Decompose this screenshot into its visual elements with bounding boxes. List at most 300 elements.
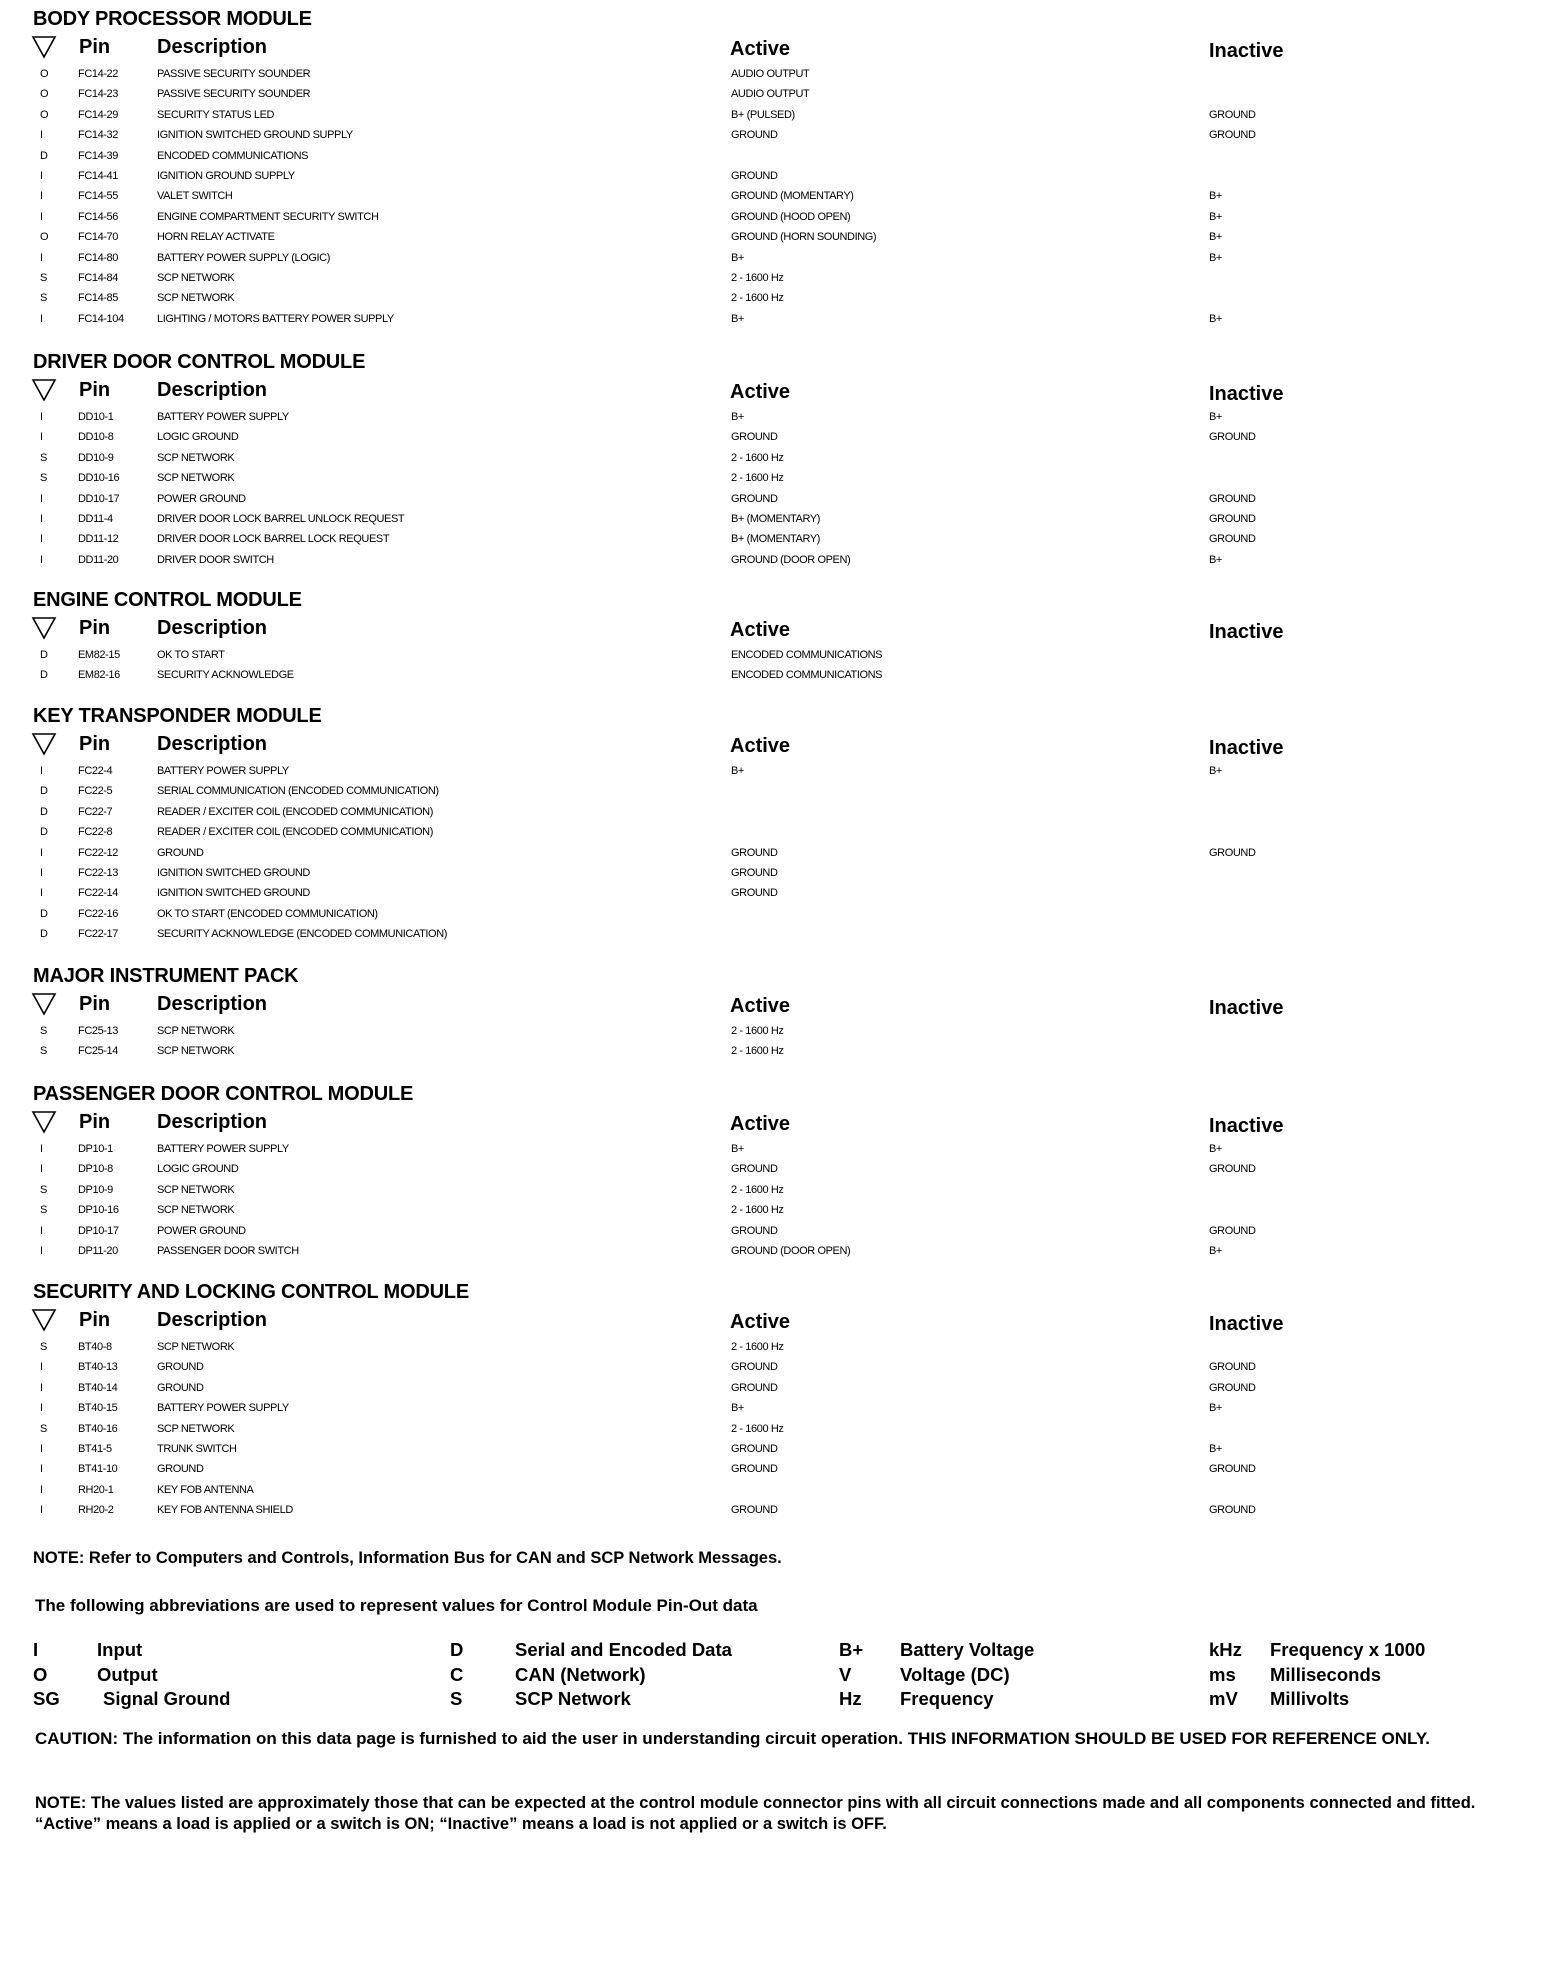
abbreviation-meaning: Output <box>97 1664 158 1685</box>
active-value-cell: GROUND <box>731 129 778 142</box>
active-value-cell: AUDIO OUTPUT <box>731 88 810 101</box>
description-cell: OK TO START (ENCODED COMMUNICATION) <box>157 907 378 920</box>
abbreviation-key: SG <box>33 1688 60 1709</box>
module-title: SECURITY AND LOCKING CONTROL MODULE <box>33 1281 469 1303</box>
signal-type-cell: D <box>40 805 48 818</box>
signal-type-cell: O <box>40 88 49 101</box>
inactive-value-cell: GROUND <box>1209 1381 1256 1394</box>
pin-column-header: Pin <box>79 1309 111 1331</box>
signal-type-cell: D <box>40 149 48 162</box>
signal-type-cell: I <box>40 1361 43 1374</box>
description-cell: IGNITION SWITCHED GROUND SUPPLY <box>157 129 353 142</box>
pin-cell: FC22-7 <box>78 805 113 818</box>
pin-cell: DD11-4 <box>78 512 113 525</box>
active-value-cell: 2 - 1600 Hz <box>731 472 784 485</box>
inactive-value-cell: GROUND <box>1209 533 1256 546</box>
active-value-cell: GROUND <box>731 1224 778 1237</box>
table-row <box>0 1379 1568 1399</box>
description-cell: POWER GROUND <box>157 492 246 505</box>
active-value-cell: GROUND <box>731 1361 778 1374</box>
signal-type-cell: I <box>40 866 43 879</box>
active-value-cell: 2 - 1600 Hz <box>731 451 784 464</box>
table-row <box>0 551 1568 571</box>
pin-cell: BT40-8 <box>78 1341 112 1353</box>
table-row <box>0 269 1568 289</box>
description-cell: PASSIVE SECURITY SOUNDER <box>157 88 311 101</box>
signal-type-cell: I <box>40 1504 43 1517</box>
description-cell: SCP NETWORK <box>157 1422 235 1435</box>
abbreviation-key: B+ <box>839 1639 864 1660</box>
table-row <box>0 1460 1568 1480</box>
signal-type-cell: S <box>40 472 47 485</box>
signal-type-cell: I <box>40 312 43 325</box>
active-value-cell: GROUND <box>731 1504 778 1517</box>
table-row <box>0 530 1568 550</box>
description-cell: GROUND <box>157 1463 204 1476</box>
column-header-row <box>0 36 1568 62</box>
abbreviation-key: O <box>33 1664 48 1685</box>
table-row <box>0 106 1568 126</box>
pin-cell: FC14-84 <box>78 271 118 284</box>
pin-cell: FC25-14 <box>78 1045 118 1058</box>
signal-type-cell: I <box>40 1402 43 1415</box>
table-row <box>0 228 1568 248</box>
abbreviation-meaning: Millivolts <box>1270 1688 1350 1709</box>
inactive-value-cell: B+ <box>1209 1143 1222 1155</box>
description-cell: READER / EXCITER COIL (ENCODED COMMUNICATION) <box>157 805 433 818</box>
signal-type-cell: S <box>40 1422 47 1435</box>
description-cell: BATTERY POWER SUPPLY <box>157 765 289 777</box>
pin-cell: FC14-23 <box>78 88 118 101</box>
table-row <box>0 905 1568 925</box>
table-row <box>0 1358 1568 1378</box>
inactive-value-cell: GROUND <box>1209 512 1256 525</box>
inactive-value-cell: GROUND <box>1209 492 1256 505</box>
table-row <box>0 147 1568 167</box>
inactive-value-cell: B+ <box>1209 312 1222 325</box>
signal-type-cell: S <box>40 1045 47 1058</box>
active-value-cell: GROUND <box>731 1442 778 1455</box>
active-value-cell: GROUND (HOOD OPEN) <box>731 210 851 223</box>
pin-cell: FC22-13 <box>78 866 118 879</box>
description-cell: SERIAL COMMUNICATION (ENCODED COMMUNICATION) <box>157 785 439 798</box>
active-value-cell: 2 - 1600 Hz <box>731 1204 784 1217</box>
inactive-column-header: Inactive <box>1209 997 1284 1019</box>
pin-cell: FC22-4 <box>78 765 113 777</box>
description-column-header: Description <box>157 993 268 1015</box>
direction-triangle-icon <box>31 35 57 59</box>
active-value-cell: GROUND <box>731 1463 778 1476</box>
signal-type-cell: O <box>40 68 49 80</box>
inactive-value-cell: B+ <box>1209 411 1222 423</box>
pin-column-header: Pin <box>79 617 111 639</box>
description-cell: SCP NETWORK <box>157 1025 235 1037</box>
pin-column-header: Pin <box>79 993 111 1015</box>
abbreviation-key: S <box>450 1688 463 1709</box>
active-column-header: Active <box>730 1113 791 1135</box>
pin-column-header: Pin <box>79 36 111 58</box>
pin-cell: DD10-17 <box>78 492 120 505</box>
abbreviation-key: V <box>839 1664 852 1685</box>
table-row <box>0 1022 1568 1042</box>
table-row <box>0 1042 1568 1062</box>
table-row <box>0 803 1568 823</box>
description-cell: SCP NETWORK <box>157 472 235 485</box>
direction-triangle-icon <box>31 1110 57 1134</box>
table-row <box>0 782 1568 802</box>
signal-type-cell: D <box>40 785 48 798</box>
description-cell: SCP NETWORK <box>157 1183 235 1196</box>
active-value-cell: GROUND (HORN SOUNDING) <box>731 231 877 244</box>
direction-triangle-icon <box>31 732 57 756</box>
pin-cell: FC25-13 <box>78 1025 118 1037</box>
description-cell: SCP NETWORK <box>157 451 235 464</box>
signal-type-cell: D <box>40 907 48 920</box>
table-row <box>0 1140 1568 1160</box>
pin-cell: FC14-104 <box>78 312 124 325</box>
description-column-header: Description <box>157 1309 268 1331</box>
table-row <box>0 1181 1568 1201</box>
pin-cell: DD11-20 <box>78 553 119 566</box>
table-row <box>0 85 1568 105</box>
description-cell: IGNITION SWITCHED GROUND <box>157 887 310 900</box>
inactive-value-cell: GROUND <box>1209 1163 1256 1176</box>
description-cell: BATTERY POWER SUPPLY <box>157 411 289 423</box>
pin-cell: RH20-1 <box>78 1483 114 1496</box>
abbreviation-meaning: SCP Network <box>515 1688 631 1709</box>
pin-table <box>0 65 1568 330</box>
abbreviation-key: Hz <box>839 1688 862 1709</box>
pin-cell: EM82-16 <box>78 669 120 682</box>
table-row <box>0 1222 1568 1242</box>
active-column-header: Active <box>730 1311 791 1333</box>
inactive-column-header: Inactive <box>1209 383 1284 405</box>
description-cell: SCP NETWORK <box>157 1341 235 1353</box>
active-value-cell: 2 - 1600 Hz <box>731 1045 784 1058</box>
pin-column-header: Pin <box>79 1111 111 1133</box>
description-cell: KEY FOB ANTENNA <box>157 1483 254 1496</box>
description-cell: GROUND <box>157 1361 204 1374</box>
inactive-column-header: Inactive <box>1209 40 1284 62</box>
description-cell: GROUND <box>157 846 204 859</box>
abbreviation-meaning: Frequency <box>900 1688 994 1709</box>
signal-type-cell: I <box>40 210 43 223</box>
signal-type-cell: S <box>40 292 47 305</box>
description-column-header: Description <box>157 733 268 755</box>
module-title: DRIVER DOOR CONTROL MODULE <box>33 351 366 373</box>
inactive-column-header: Inactive <box>1209 1115 1284 1137</box>
signal-type-cell: I <box>40 1463 43 1476</box>
active-value-cell: B+ (MOMENTARY) <box>731 533 821 546</box>
direction-triangle-icon <box>31 616 57 640</box>
active-value-cell: 2 - 1600 Hz <box>731 1025 784 1037</box>
inactive-value-cell: B+ <box>1209 231 1222 244</box>
pin-cell: BT41-5 <box>78 1442 112 1455</box>
inactive-value-cell: B+ <box>1209 1244 1222 1257</box>
column-header-row <box>0 617 1568 643</box>
description-cell: SCP NETWORK <box>157 271 235 284</box>
description-cell: VALET SWITCH <box>157 190 233 203</box>
signal-type-cell: S <box>40 1183 47 1196</box>
inactive-value-cell: GROUND <box>1209 431 1256 444</box>
pin-cell: FC14-41 <box>78 169 118 182</box>
pin-cell: FC22-12 <box>78 846 118 859</box>
pin-cell: RH20-2 <box>78 1504 114 1517</box>
active-value-cell: GROUND <box>731 169 778 182</box>
table-row <box>0 1201 1568 1221</box>
description-cell: SCP NETWORK <box>157 1045 235 1058</box>
active-value-cell: B+ (MOMENTARY) <box>731 512 821 525</box>
pin-cell: DD10-9 <box>78 451 114 464</box>
pin-cell: BT40-16 <box>78 1422 118 1435</box>
active-value-cell: GROUND <box>731 1163 778 1176</box>
table-row <box>0 666 1568 686</box>
description-cell: READER / EXCITER COIL (ENCODED COMMUNICATION) <box>157 826 433 839</box>
description-cell: DRIVER DOOR SWITCH <box>157 553 274 566</box>
pin-table <box>0 646 1568 687</box>
abbreviation-meaning: Milliseconds <box>1270 1664 1382 1685</box>
inactive-value-cell: GROUND <box>1209 846 1256 859</box>
signal-type-cell: I <box>40 887 43 900</box>
active-value-cell: B+ <box>731 312 744 325</box>
pin-table <box>0 1022 1568 1063</box>
description-cell: LOGIC GROUND <box>157 1163 239 1176</box>
active-value-cell: ENCODED COMMUNICATIONS <box>731 649 883 661</box>
inactive-value-cell: B+ <box>1209 1402 1222 1415</box>
description-cell: SCP NETWORK <box>157 292 235 305</box>
description-column-header: Description <box>157 36 268 58</box>
description-cell: ENGINE COMPARTMENT SECURITY SWITCH <box>157 210 379 223</box>
module-title: ENGINE CONTROL MODULE <box>33 589 302 611</box>
table-row <box>0 646 1568 666</box>
description-cell: IGNITION SWITCHED GROUND <box>157 866 310 879</box>
pin-cell: DD10-16 <box>78 472 120 485</box>
abbreviation-meaning: Serial and Encoded Data <box>515 1639 732 1660</box>
active-column-header: Active <box>730 995 791 1017</box>
abbreviation-meaning: Voltage (DC) <box>900 1664 1010 1685</box>
signal-type-cell: S <box>40 271 47 284</box>
pin-column-header: Pin <box>79 733 111 755</box>
signal-type-cell: I <box>40 1143 43 1155</box>
module-title: PASSENGER DOOR CONTROL MODULE <box>33 1083 414 1105</box>
pin-cell: FC14-39 <box>78 149 118 162</box>
pin-cell: FC14-85 <box>78 292 118 305</box>
pin-cell: FC14-70 <box>78 231 118 244</box>
pin-cell: FC22-8 <box>78 826 113 839</box>
pin-cell: EM82-15 <box>78 649 120 661</box>
signal-type-cell: O <box>40 108 49 121</box>
active-value-cell: 2 - 1600 Hz <box>731 1422 784 1435</box>
abbreviation-meaning: CAN (Network) <box>515 1664 646 1685</box>
abbreviation-meaning: Signal Ground <box>103 1688 231 1709</box>
description-cell: ENCODED COMMUNICATIONS <box>157 149 309 162</box>
signal-type-cell: I <box>40 411 43 423</box>
signal-type-cell: I <box>40 846 43 859</box>
signal-type-cell: I <box>40 1224 43 1237</box>
active-value-cell: 2 - 1600 Hz <box>731 1341 784 1353</box>
description-cell: HORN RELAY ACTIVATE <box>157 231 275 244</box>
caution-note: CAUTION: The information on this data page is furnished to aid the user in understanding circuit operation. THIS INFORMATION SHOULD BE USED FOR REFERENCE ONLY. <box>35 1729 1431 1748</box>
inactive-value-cell: B+ <box>1209 251 1222 264</box>
inactive-value-cell: GROUND <box>1209 1463 1256 1476</box>
pin-cell: FC14-56 <box>78 210 118 223</box>
column-header-row <box>0 1309 1568 1335</box>
description-cell: DRIVER DOOR LOCK BARREL UNLOCK REQUEST <box>157 512 405 525</box>
abbreviation-key: mV <box>1209 1688 1238 1709</box>
table-row <box>0 762 1568 782</box>
direction-triangle-icon <box>31 1308 57 1332</box>
pin-cell: DP10-8 <box>78 1163 113 1176</box>
active-value-cell: GROUND (MOMENTARY) <box>731 190 854 203</box>
pin-cell: BT40-13 <box>78 1361 118 1374</box>
active-value-cell: B+ <box>731 1402 744 1415</box>
pin-cell: DD10-1 <box>78 411 114 423</box>
abbreviation-key: kHz <box>1209 1639 1242 1660</box>
signal-type-cell: I <box>40 1442 43 1455</box>
pin-cell: FC14-22 <box>78 68 118 80</box>
pin-cell: DP10-9 <box>78 1183 113 1196</box>
signal-type-cell: S <box>40 1025 47 1037</box>
description-cell: POWER GROUND <box>157 1224 246 1237</box>
direction-triangle-icon <box>31 378 57 402</box>
active-value-cell: GROUND <box>731 846 778 859</box>
description-cell: SCP NETWORK <box>157 1204 235 1217</box>
pin-cell: FC14-80 <box>78 251 118 264</box>
table-row <box>0 864 1568 884</box>
table-row <box>0 884 1568 904</box>
inactive-value-cell: GROUND <box>1209 1361 1256 1374</box>
table-row <box>0 469 1568 489</box>
signal-type-cell: D <box>40 669 48 682</box>
description-cell: LOGIC GROUND <box>157 431 239 444</box>
inactive-column-header: Inactive <box>1209 621 1284 643</box>
pin-cell: BT40-14 <box>78 1381 118 1394</box>
column-header-row <box>0 379 1568 405</box>
module-title: KEY TRANSPONDER MODULE <box>33 705 322 727</box>
signal-type-cell: I <box>40 1381 43 1394</box>
description-cell: BATTERY POWER SUPPLY <box>157 1402 289 1415</box>
pin-cell: FC14-55 <box>78 190 118 203</box>
inactive-value-cell: B+ <box>1209 765 1222 777</box>
inactive-column-header: Inactive <box>1209 1313 1284 1335</box>
abbreviation-meaning: Frequency x 1000 <box>1270 1639 1426 1660</box>
pin-cell: DP11-20 <box>78 1244 118 1257</box>
active-value-cell: B+ <box>731 1143 744 1155</box>
signal-type-cell: I <box>40 1244 43 1257</box>
signal-type-cell: I <box>40 512 43 525</box>
module-title: MAJOR INSTRUMENT PACK <box>33 965 299 987</box>
description-column-header: Description <box>157 1111 268 1133</box>
description-cell: TRUNK SWITCH <box>157 1442 237 1455</box>
pin-cell: FC22-17 <box>78 928 118 941</box>
table-row <box>0 65 1568 85</box>
table-row <box>0 925 1568 945</box>
table-row <box>0 428 1568 448</box>
description-cell: PASSIVE SECURITY SOUNDER <box>157 68 311 80</box>
pin-table <box>0 408 1568 571</box>
signal-type-cell: S <box>40 451 47 464</box>
inactive-value-cell: B+ <box>1209 1442 1222 1455</box>
description-cell: BATTERY POWER SUPPLY <box>157 1143 289 1155</box>
description-cell: SECURITY ACKNOWLEDGE <box>157 669 294 682</box>
signal-type-cell: S <box>40 1204 47 1217</box>
pin-cell: DP10-17 <box>78 1224 119 1237</box>
values-note: NOTE: The values listed are approximately those that can be expected at the control module connector pins with all circuit connections made and all components connected and fitted. “Active” means a load is applied or a switch is ON; “Inactive” means a load is not applied or a switch is OFF. <box>35 1794 1476 1833</box>
column-header-row <box>0 733 1568 759</box>
description-column-header: Description <box>157 617 268 639</box>
table-row <box>0 510 1568 530</box>
signal-type-cell: D <box>40 826 48 839</box>
signal-type-cell: D <box>40 649 48 661</box>
table-row <box>0 1481 1568 1501</box>
signal-type-cell: I <box>40 251 43 264</box>
signal-type-cell: I <box>40 492 43 505</box>
inactive-value-cell: GROUND <box>1209 1224 1256 1237</box>
active-value-cell: 2 - 1600 Hz <box>731 292 784 305</box>
table-row <box>0 187 1568 207</box>
pin-cell: FC14-29 <box>78 108 118 121</box>
signal-type-cell: I <box>40 1483 43 1496</box>
inactive-column-header: Inactive <box>1209 737 1284 759</box>
table-row <box>0 449 1568 469</box>
inactive-value-cell: B+ <box>1209 553 1222 566</box>
description-cell: IGNITION GROUND SUPPLY <box>157 169 295 182</box>
abbreviation-key: D <box>450 1639 464 1660</box>
description-cell: PASSENGER DOOR SWITCH <box>157 1244 299 1257</box>
description-cell: OK TO START <box>157 649 225 661</box>
description-cell: DRIVER DOOR LOCK BARREL LOCK REQUEST <box>157 533 390 546</box>
active-value-cell: 2 - 1600 Hz <box>731 1183 784 1196</box>
table-row <box>0 1338 1568 1358</box>
active-value-cell: B+ <box>731 251 744 264</box>
active-column-header: Active <box>730 735 791 757</box>
active-value-cell: B+ <box>731 765 744 777</box>
table-row <box>0 1440 1568 1460</box>
table-row <box>0 310 1568 330</box>
signal-type-cell: I <box>40 1163 43 1176</box>
signal-type-cell: I <box>40 553 43 566</box>
active-value-cell: B+ <box>731 411 744 423</box>
description-column-header: Description <box>157 379 268 401</box>
pin-cell: FC14-32 <box>78 129 118 142</box>
description-cell: SECURITY STATUS LED <box>157 108 275 121</box>
active-value-cell: GROUND <box>731 1381 778 1394</box>
table-row <box>0 208 1568 228</box>
signal-type-cell: I <box>40 169 43 182</box>
abbreviation-meaning: Battery Voltage <box>900 1639 1035 1660</box>
pin-column-header: Pin <box>79 379 111 401</box>
pin-cell: FC22-16 <box>78 907 118 920</box>
signal-type-cell: I <box>40 533 43 546</box>
pin-cell: DP10-1 <box>78 1143 113 1155</box>
pin-cell: DD11-12 <box>78 533 119 546</box>
table-row <box>0 1501 1568 1521</box>
active-value-cell: GROUND <box>731 866 778 879</box>
active-column-header: Active <box>730 381 791 403</box>
active-value-cell: GROUND <box>731 431 778 444</box>
table-row <box>0 1242 1568 1262</box>
active-column-header: Active <box>730 38 791 60</box>
column-header-row <box>0 993 1568 1019</box>
inactive-value-cell: GROUND <box>1209 129 1256 142</box>
table-row <box>0 1160 1568 1180</box>
description-cell: KEY FOB ANTENNA SHIELD <box>157 1504 293 1517</box>
network-note: NOTE: Refer to Computers and Controls, Information Bus for CAN and SCP Network Messages. <box>33 1549 782 1567</box>
table-row <box>0 490 1568 510</box>
abbreviations-title: The following abbreviations are used to represent values for Control Module Pin-Out data <box>35 1596 758 1615</box>
table-row <box>0 1399 1568 1419</box>
signal-type-cell: I <box>40 129 43 142</box>
